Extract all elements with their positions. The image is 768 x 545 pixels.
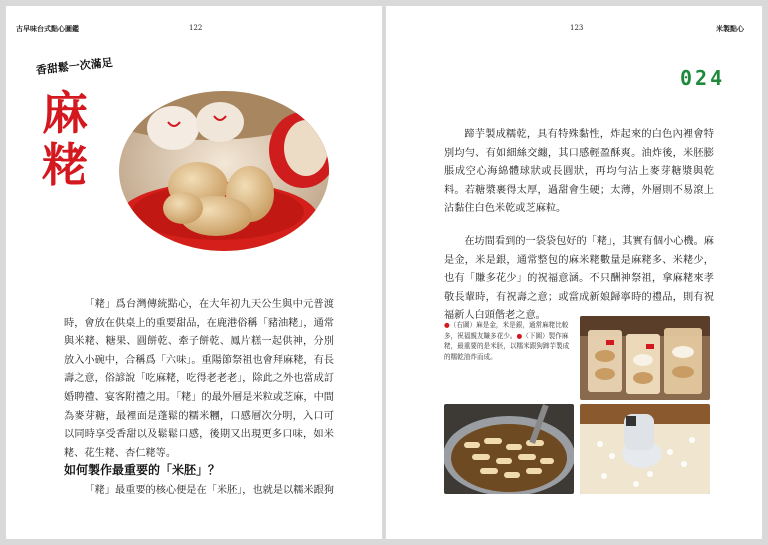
caption-part-2: （下圖）製作麻粩，最重要的是米胚，以糯米跟狗蹄芋製成的糯乾油炸而成。: [444, 331, 570, 361]
left-page: [6, 6, 382, 539]
photo-coating-rice: [580, 404, 710, 494]
caption-part-1: （右圖）麻是金，米是銀，通常麻粩比較多，祝福親友賺多花少。: [444, 321, 569, 340]
photo-frying-dough: [444, 404, 574, 494]
photo-packaged-puffs: [580, 316, 710, 400]
section-title-header: 米製點心: [716, 24, 744, 33]
title-char-1: 麻: [42, 86, 88, 140]
photo-caption: [444, 320, 574, 362]
body-paragraph: 「粩」最重要的核心便是在「米胚」，也就是以糯米跟狗: [84, 485, 334, 496]
section-subheading: 如何製作最重要的「米胚」？: [64, 463, 221, 477]
body-text-left-bottom: [64, 482, 334, 501]
book-title-header: 古早味台式點心圖鑑: [16, 24, 79, 33]
body-paragraph: 蹄芋製成糯乾，具有特殊黏性，炸起來的白色內裡會特別均勻、有如細絲交纏，其口感輕盈酥爽。油炸後，米胚膨脹成空心海綿體球狀或長圓狀，再均勻沾上麥芽糖漿與乾料。若糖漿裹得太厚，過甜會生硬；太薄，外層則不易滾上沾黏住白色米乾或芝麻粒。: [444, 129, 714, 215]
page-number-right: 123: [570, 24, 584, 32]
right-page: [386, 6, 762, 539]
body-paragraph: 「粩」爲台灣傳統點心，在大年初九天公生與中元普渡時，會放在供桌上的重要甜品，在鹿港俗稱「豬油粩」，通常與米粩、糖果、圓餅乾、牽子餅乾、鳳片糕一起供神，分別放入小碗中，合稱爲「六味」。重陽節祭祖也會拜麻粩，有長壽之意，俗諺說「吃麻粩，吃得老老老」，除此之外也當成訂婚聘禮、宴客附禮之用。「粩」的最外層是米粒或芝麻，中間為麥芽糖，最裡面是蓬鬆的糯米糰，口感層次分明，入口可以同時享受香甜以及鬆鬆口感，後期又出現更多口味，如米粩、花生粩、杏仁粩等。: [64, 299, 334, 459]
hero-photo-sesame-puffs: [118, 90, 330, 252]
body-text-right: [444, 126, 714, 326]
body-text-left: [64, 296, 334, 463]
item-number: 024: [680, 66, 726, 90]
bullet-dot: ●: [516, 331, 523, 340]
page-number-left: 122: [189, 24, 203, 32]
body-paragraph: 在坊間看到的一袋袋包好的「粩」，其實有個小心機。麻是金，米是銀，通常整包的麻米粩數量是麻粩多、米粩少，也有「賺多花少」的祝福意涵。不只酬神祭祖，拿麻粩來孝敬長輩時，有祝壽之意；或當成新娘歸寧時的禮品，則有祝福新人白頭偕老之意。: [444, 235, 714, 322]
bullet-dot: ●: [444, 321, 450, 329]
tagline: 香甜鬆一次滿足: [35, 55, 114, 77]
title-char-2: 粩: [42, 138, 88, 192]
